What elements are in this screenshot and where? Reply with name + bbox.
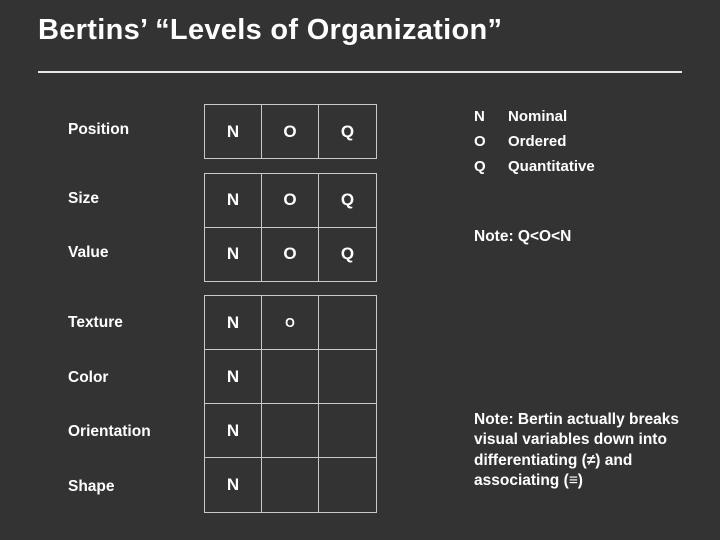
matrix-cell: N xyxy=(205,350,262,404)
note-bertin: Note: Bertin actually breaks visual variables down into differentiating (≠) and associating (≡) xyxy=(474,411,680,490)
row-label-color: Color xyxy=(68,369,109,386)
matrix-cell: N xyxy=(205,458,262,512)
matrix-cell: N xyxy=(205,296,262,350)
row-label-shape: Shape xyxy=(68,478,115,495)
matrix-cell xyxy=(319,296,376,350)
matrix-cell: O xyxy=(262,174,319,228)
legend-label: Nominal xyxy=(508,108,568,125)
matrix-cell xyxy=(319,458,376,512)
legend-item-nominal xyxy=(474,108,704,125)
legend-key: Q xyxy=(474,158,486,175)
matrix-cell: O xyxy=(262,105,319,158)
matrix-cell xyxy=(262,350,319,404)
matrix-cell: Q xyxy=(340,244,355,264)
matrix-cell: N xyxy=(205,174,262,228)
matrix-group-size-value xyxy=(204,173,377,282)
matrix-cell: O xyxy=(262,228,319,282)
matrix-cell xyxy=(319,404,376,458)
note-ordering: Note: Q<O<N xyxy=(474,228,572,245)
page-title-text: Bertins’ “Levels of Organization” xyxy=(38,14,503,46)
row-label-value: Value xyxy=(68,244,109,261)
matrix-group-position xyxy=(204,104,377,159)
matrix-cell: O xyxy=(262,296,319,350)
matrix-cell xyxy=(262,458,319,512)
row-label-texture: Texture xyxy=(68,314,123,331)
matrix-cell: N xyxy=(205,228,262,282)
matrix-cell: N xyxy=(205,105,262,158)
title-divider xyxy=(38,71,682,73)
row-label-size: Size xyxy=(68,190,100,207)
legend-item-quantitative xyxy=(474,158,704,175)
legend xyxy=(474,108,704,183)
matrix-cell xyxy=(319,350,376,404)
legend-item-ordered xyxy=(474,133,704,150)
matrix-cell: N xyxy=(205,404,262,458)
legend-key: N xyxy=(474,108,485,125)
matrix-cell: Q xyxy=(340,121,355,141)
legend-label: Ordered xyxy=(508,133,567,150)
page-title xyxy=(38,14,688,47)
matrix-cell: Q xyxy=(319,174,376,228)
legend-label: Quantitative xyxy=(508,158,595,175)
matrix-group-texture-shape xyxy=(204,295,377,513)
legend-key: O xyxy=(474,133,486,150)
row-label-orientation: Orientation xyxy=(68,423,151,440)
matrix-cell xyxy=(262,404,319,458)
row-label-position: Position xyxy=(68,121,130,138)
